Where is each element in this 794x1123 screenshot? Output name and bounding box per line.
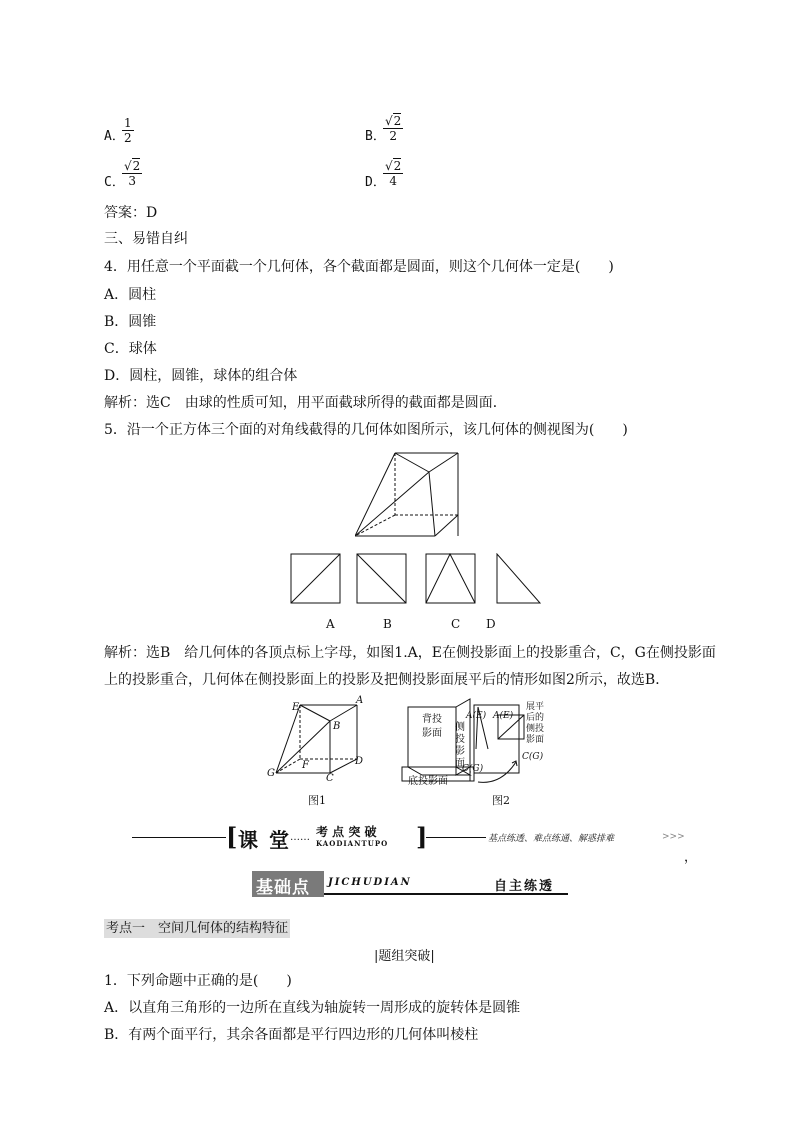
fig2-ae-unfolded-label: A(E)	[493, 711, 514, 721]
tizu-heading: |题组突破|	[374, 949, 435, 964]
banner-dots: ……	[290, 832, 310, 843]
jichu-right: 自主练透	[494, 879, 555, 894]
option-a-numerator: 1	[124, 116, 132, 130]
q4-option-a: A．圆柱	[104, 287, 157, 303]
option-b-denominator: 2	[389, 129, 397, 143]
sqrt-icon: √2	[124, 159, 141, 173]
choice-c-view	[425, 553, 477, 605]
banner-right-text: 基点练透、难点练通、解惑排难	[488, 834, 615, 844]
banner-bracket-right: ]	[416, 822, 428, 851]
q4-analysis: 解析：选C 由球的性质可知，用平面截球所得的截面都是圆面．	[104, 395, 507, 411]
banner-title: 课 堂	[238, 828, 291, 852]
choice-a-label: A	[326, 617, 335, 631]
banner-comma: ，	[684, 850, 698, 865]
fig1-label-c: C	[326, 773, 334, 784]
option-d-denominator: 4	[389, 174, 397, 188]
fig1-label-f: F	[302, 760, 309, 771]
choice-c-label: C	[451, 617, 461, 631]
option-c-label: C．	[104, 175, 125, 190]
choice-a-view	[290, 553, 342, 605]
kaodian-tag: 考点一 空间几何体的结构特征	[106, 921, 289, 936]
option-a-label: A．	[104, 129, 125, 144]
option-b-numerator	[383, 114, 403, 129]
fig1-label-g: G	[267, 768, 275, 779]
section-heading: 三、易错自纠	[104, 231, 188, 247]
jichu-rule	[324, 893, 568, 895]
q5-analysis-line2: 上的投影重合，几何体在侧投影面上的投影及把侧投影面展平后的情形如图2所示，故选B．	[104, 672, 670, 688]
banner-left-rule	[132, 837, 226, 838]
kaodian-heading	[104, 918, 290, 939]
choice-d-label: D	[486, 617, 496, 631]
q4-option-c: C．球体	[104, 341, 157, 357]
banner-arrows-icon: >>>	[662, 832, 685, 842]
sqrt-icon: √2	[385, 159, 402, 173]
option-c-denominator: 3	[128, 174, 136, 188]
q4-option-b: B．圆锥	[104, 314, 157, 330]
p1-option-a: A．以直角三角形的一边所在直线为轴旋转一周形成的旋转体是圆锥	[104, 1000, 521, 1016]
option-a-denominator: 2	[124, 131, 132, 145]
option-b-fraction	[383, 114, 403, 143]
option-d-numerator	[383, 159, 403, 174]
q5-stem: 5．沿一个正方体三个面的对角线截得的几何体如图所示，该几何体的侧视图为( )	[104, 422, 628, 438]
fig1-label-a: A	[356, 695, 364, 706]
fig2-bottom-plane-label: 底投影面	[408, 776, 448, 787]
banner-subtitle: 考 点 突 破	[316, 825, 377, 839]
answer: 答案：D	[104, 205, 158, 221]
q4-option-d: D．圆柱，圆锥，球体的组合体	[104, 368, 298, 384]
option-b-label: B．	[365, 129, 386, 144]
q4-stem: 4．用任意一个平面截一个几何体，各个截面都是圆面，则这个几何体一定是( )	[104, 259, 614, 275]
option-c-fraction	[122, 159, 142, 188]
jichu-pinyin: JICHUDIAN	[328, 877, 412, 888]
figure-1	[262, 697, 372, 787]
figure-2-caption: 图2	[492, 794, 510, 807]
fig2-back-plane-label: 背投影面	[422, 714, 442, 739]
choice-d-view	[492, 553, 544, 605]
choice-b-view	[356, 553, 408, 605]
jichu-label: 基础点	[256, 878, 310, 898]
fig1-label-d: D	[355, 756, 364, 767]
banner-pinyin: KAODIANTUPO	[316, 839, 389, 848]
solid-figure	[355, 450, 465, 542]
option-d-fraction	[383, 159, 403, 188]
option-a-fraction	[122, 116, 134, 145]
figure-1-caption: 图1	[308, 794, 326, 807]
sqrt-icon: √2	[385, 114, 402, 128]
fig1-label-e: E	[292, 702, 300, 713]
fig2-side-plane-label: 侧投影面	[455, 722, 465, 769]
banner-bracket-left: [	[226, 822, 238, 851]
fig2-ae-label: A(E)	[466, 711, 487, 721]
fig2-unfolded-label: 展平后的侧投影面	[526, 702, 545, 745]
banner-right-rule	[426, 837, 486, 838]
fig2-cg-label: C(G)	[462, 764, 484, 774]
p1-option-b: B．有两个面平行，其余各面都是平行四边形的几何体叫棱柱	[104, 1027, 479, 1043]
choice-b-label: B	[383, 617, 392, 631]
option-d-label: D．	[365, 175, 386, 190]
q5-analysis-line1: 解析：选B 给几何体的各顶点标上字母，如图1.A，E在侧投影面上的投影重合，C，G在侧投影面	[104, 645, 716, 661]
fig2-cg-unfolded-label: C(G)	[522, 752, 544, 762]
p1-stem: 1．下列命题中正确的是( )	[104, 973, 292, 989]
fig1-label-b: B	[333, 721, 341, 732]
option-c-numerator	[122, 159, 142, 174]
